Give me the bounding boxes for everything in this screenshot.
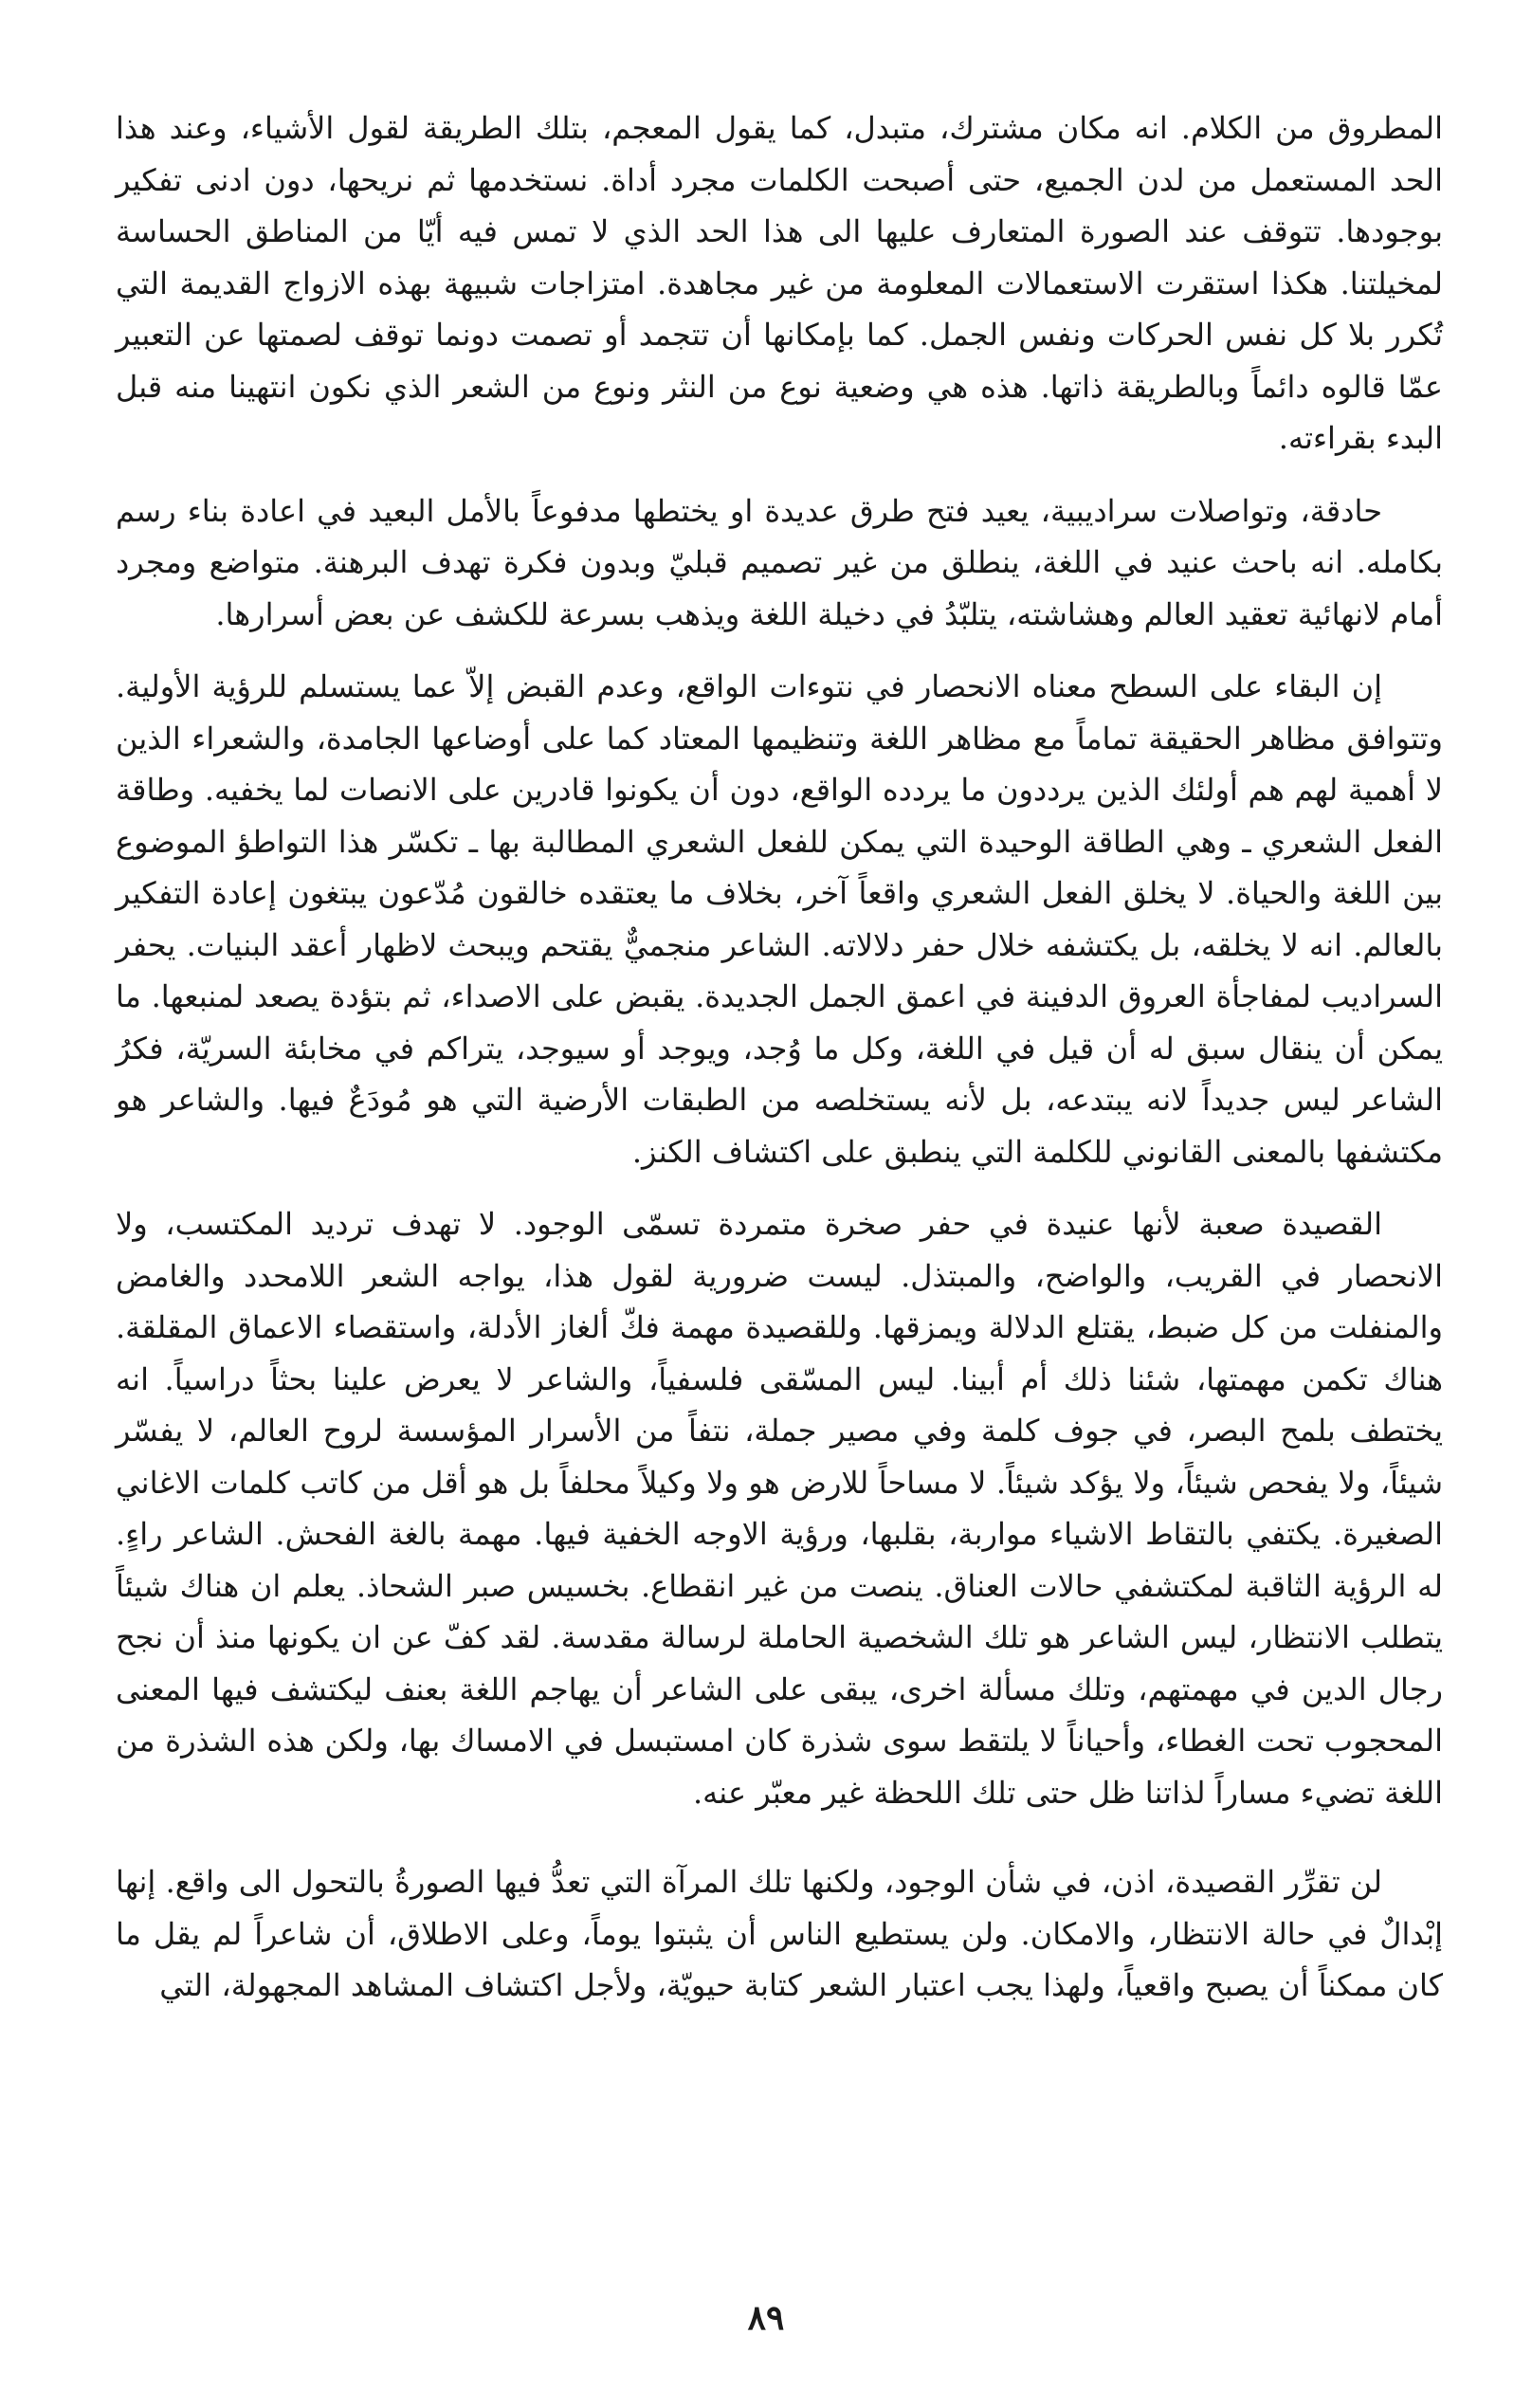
paragraph-4: القصيدة صعبة لأنها عنيدة في حفر صخرة متمردة تسمّى الوجود. لا تهدف ترديد المكتسب، ولا الانحصار في القريب، والواضح، والمبتذل. ليست ضرورية لقول هذا، يواجه الشعر اللامحدد والغامض والمنفلت من كل ضبط، يقتلع الدلالة ويمزقها. وللقصيدة مهمة فكّ ألغاز الأدلة، واستقصاء الاعماق المقلقة. هناك تكمن مهمتها، شئنا ذلك أم أبينا. ليس المسّقى فلسفياً، والشاعر لا يعرض علينا بحثاً دراسياً. انه يختطف بلمح البصر، في جوف كلمة وفي مصير جملة، نتفاً من الأسرار المؤسسة لروح العالم، لا يفسّر شيئاً، ولا يفحص شيئاً، ولا يؤكد شيئاً. لا مساحاً للارض هو ولا وكيلاً محلفاً بل هو أقل من كاتب كلمات الاغاني الصغيرة. يكتفي بالتقاط الاشياء مواربة، بقلبها، ورؤية الاوجه الخفية فيها. مهمة بالغة الفحش. الشاعر راءٍ. له الرؤية الثاقبة لمكتشفي حالات العناق. ينصت من غير انقطاع. بخسيس صبر الشحاذ. يعلم ان هناك شيئاً يتطلب الانتظار، ليس الشاعر هو تلك الشخصية الحاملة لرسالة مقدسة. لقد كفّ عن ان يكونها منذ أن نجح رجال الدين في مهمتهم، وتلك مسألة اخرى، يبقى على الشاعر أن يهاجم اللغة بعنف ليكتشف فيها المعنى المحجوب تحت الغطاء، وأحياناً لا يلتقط سوى شذرة كان امستبسل في الامساك بها، ولكن هذه الشذرة من اللغة تضيء مساراً لذاتنا ظل حتى تلك اللحظة غير معبّر عنه. [116, 1206, 1443, 1811]
paragraph-2: حادقة، وتواصلات سراديبية، يعيد فتح طرق عديدة او يختطها مدفوعاً بالأمل البعيد في اعادة بناء رسم بكامله. انه باحث عنيد في اللغة، ينطلق من غير تصميم قبليّ وبدون فكرة تهدف البرهنة. متواضع ومجرد أمام لانهائية تعقيد العالم وهشاشته، يتلبّدُ في دخيلة اللغة ويذهب بسرعة للكشف عن بعض أسرارها. [116, 492, 1443, 632]
paragraph-3: إن البقاء على السطح معناه الانحصار في نتوءات الواقع، وعدم القبض إلاّ عما يستسلم للرؤية الأولية. وتتوافق مظاهر الحقيقة تماماً مع مظاهر اللغة وتنظيمها المعتاد كما على أوضاعها الجامدة، والشعراء الذين لا أهمية لهم هم أولئك الذين يرددون ما يردده الواقع، دون أن يكونوا قادرين على الانصات لما يخفيه. وطاقة الفعل الشعري ـ وهي الطاقة الوحيدة التي يمكن للفعل الشعري المطالبة بها ـ تكسّر هذا التواطؤ الموضوع بين اللغة والحياة. لا يخلق الفعل الشعري واقعاً آخر، بخلاف ما يعتقده خالقون مُدّعون يبتغون إعادة التفكير بالعالم. انه لا يخلقه، بل يكتشفه خلال حفر دلالاته. الشاعر منجميٌّ يقتحم ويبحث لاظهار أعقد البنيات. يحفر السراديب لمفاجأة العروق الدفينة في اعمق الجمل الجديدة. يقبض على الاصداء، ثم بتؤدة يصعد لمنبعها. ما يمكن أن ينقال سبق له أن قيل في اللغة، وكل ما وُجد، ويوجد أو سيوجد، يتراكم في مخابئة السريّة، فكرُ الشاعر ليس جديداً لانه يبتدعه، بل لأنه يستخلصه من الطبقات الأرضية التي هو مُودَعٌ فيها. والشاعر هو مكتشفها بالمعنى القانوني للكلمة التي ينطبق على اكتشاف الكنز. [116, 668, 1443, 1170]
paragraph-5: لن تقرِّر القصيدة، اذن، في شأن الوجود، ولكنها تلك المرآة التي تعدُّ فيها الصورةُ بالتحول الى واقع. إنها إبْدالٌ في حالة الانتظار، والامكان. ولن يستطيع الناس أن يثبتوا يوماً، وعلى الاطلاق، أن شاعراً لم يقل ما كان ممكناً أن يصبح واقعياً، ولهذا يجب اعتبار الشعر كتابة حيويّة، ولأجل اكتشاف المشاهد المجهولة، التي [116, 1864, 1443, 2003]
page-number: ٨٩ [747, 2298, 785, 2338]
page-body [116, 102, 1443, 2311]
paragraph-1: المطروق من الكلام. انه مكان مشترك، متبدل، كما يقول المعجم، بتلك الطريقة لقول الأشياء، وعند هذا الحد المستعمل من لدن الجميع، حتى أصبحت الكلمات مجرد أداة. نستخدمها ثم نريحها، دون ادنى تفكير بوجودها. تتوقف عند الصورة المتعارف عليها الى هذا الحد الذي لا تمس فيه أيّا من المناطق الحساسة لمخيلتنا. هكذا استقرت الاستعمالات المعلومة من غير مجاهدة. امتزاجات شبيهة بهذه الازواج القديمة التي تُكرر بلا كل نفس الحركات ونفس الجمل. كما بإمكانها أن تتجمد أو تصمت دونما توقف لصمتها عن التعبير عمّا قالوه دائماً وبالطريقة ذاتها. هذه هي وضعية نوع من النثر ونوع من الشعر الذي نكون انتهينا منه قبل البدء بقراءته. [116, 110, 1443, 456]
